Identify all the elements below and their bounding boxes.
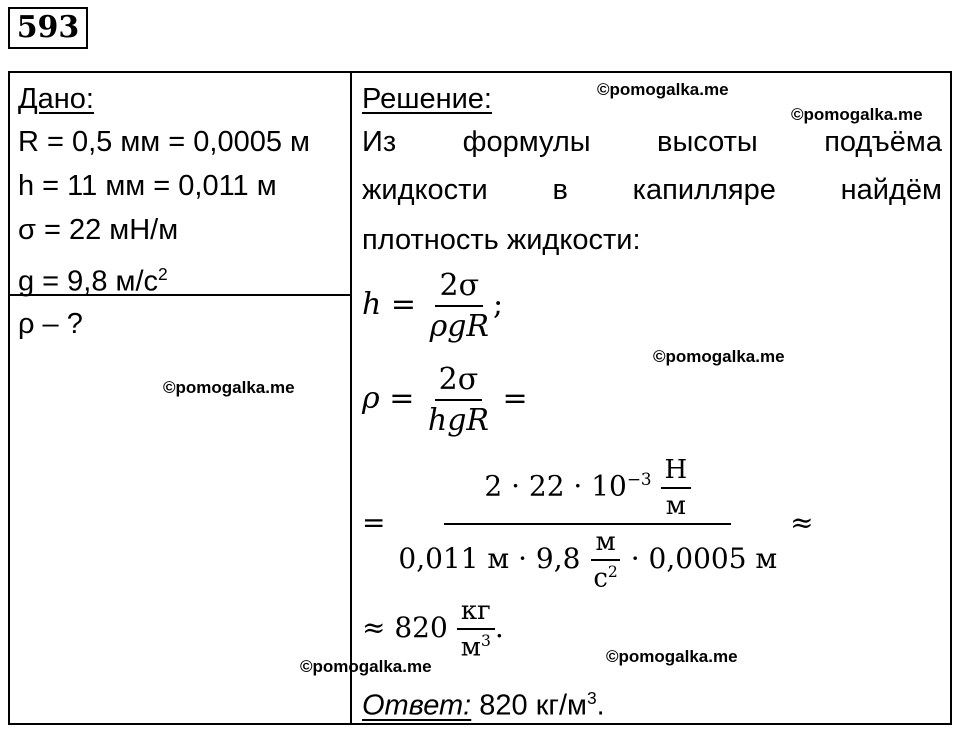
- given-line-surface-tension: [18, 208, 178, 252]
- eq2-denominator: hgR: [427, 403, 489, 438]
- eq3-den-unit-top: м: [591, 527, 619, 561]
- watermark: ©pomogalka.me: [300, 657, 432, 676]
- eq4-unit: [457, 596, 495, 663]
- answer-end: .: [596, 689, 605, 722]
- eq4-unit-exponent: 3: [480, 632, 491, 650]
- find-quantity: ρ – ?: [18, 308, 83, 340]
- equation-density: [362, 362, 528, 438]
- eq3-den-unit-exponent: 2: [607, 563, 618, 581]
- eq1-denominator: ρgR: [429, 309, 489, 344]
- eq4-unit-bottom: [457, 630, 495, 663]
- eq4-prefix: ≈ 820: [362, 610, 448, 644]
- given-gravity-exponent: 2: [158, 264, 168, 284]
- eq3-den-part-1: 0,011 м · 9,8: [398, 541, 581, 575]
- eq3-den-unit-bottom: [589, 561, 621, 594]
- watermark: ©pomogalka.me: [163, 378, 295, 397]
- solution-text-line-3: плотность жидкости:: [362, 224, 641, 256]
- eq3-num-text: 2 · 22 · 10: [484, 469, 627, 503]
- eq2-equals: =: [389, 381, 415, 416]
- eq4-unit-bottom-text: м: [460, 632, 481, 663]
- eq2-fraction: [424, 362, 493, 438]
- given-line-radius: R = 0,5 мм = 0,0005 м: [18, 126, 310, 158]
- eq3-den-unit: [589, 527, 621, 594]
- watermark: ©pomogalka.me: [597, 80, 729, 99]
- given-line-surface-tension-text: σ = 22 мН/м: [18, 214, 179, 246]
- eq1-equals: =: [390, 287, 417, 322]
- given-line-height: h = 11 мм = 0,011 м: [18, 170, 277, 202]
- problem-number: 593: [8, 7, 88, 49]
- solution-text-line-2: жидкости в капилляре найдём: [362, 174, 942, 206]
- eq3-equals: =: [362, 505, 386, 539]
- eq3-den-unit-bottom-text: с: [593, 563, 608, 594]
- watermark: ©pomogalka.me: [653, 347, 785, 366]
- eq3-den-part-2: · 0,0005 м: [630, 541, 778, 575]
- eq1-end: ;: [493, 287, 504, 322]
- equation-substitution: [362, 455, 814, 594]
- answer-value: 820 кг/м: [479, 689, 587, 722]
- column-divider: [350, 71, 352, 725]
- eq3-num-unit-top: Н: [661, 455, 692, 489]
- eq3-num-exponent: −3: [626, 469, 652, 490]
- given-line-gravity-text: g = 9,8 м/с: [18, 265, 159, 298]
- eq4-unit-top: кг: [457, 596, 495, 630]
- eq3-num-unit: [661, 455, 692, 521]
- eq4-end: .: [494, 610, 504, 644]
- eq1-lhs: h: [362, 287, 382, 322]
- eq2-numerator: 2σ: [435, 362, 483, 401]
- eq3-denominator: [394, 525, 781, 594]
- answer-line: [362, 678, 605, 726]
- eq3-numerator: [444, 455, 731, 525]
- eq3-end: ≈: [790, 505, 814, 539]
- given-line-gravity: [18, 252, 168, 304]
- given-header: Дано:: [18, 83, 94, 115]
- watermark: ©pomogalka.me: [791, 105, 923, 124]
- answer-exponent: 3: [587, 688, 597, 708]
- answer-label: Ответ:: [362, 689, 472, 722]
- eq1-fraction: [426, 268, 493, 344]
- eq2-lhs: ρ: [362, 381, 380, 416]
- eq3-num-unit-bottom: м: [665, 491, 686, 521]
- eq1-numerator: 2σ: [435, 268, 483, 307]
- solution-text-line-1: Из формулы высоты подъёма: [362, 126, 942, 158]
- equation-height: [362, 268, 503, 344]
- watermark: ©pomogalka.me: [606, 647, 738, 666]
- eq3-fraction: [394, 455, 781, 594]
- equation-result: [362, 596, 504, 663]
- eq2-end: =: [502, 381, 528, 416]
- solution-header: Решение:: [362, 83, 492, 115]
